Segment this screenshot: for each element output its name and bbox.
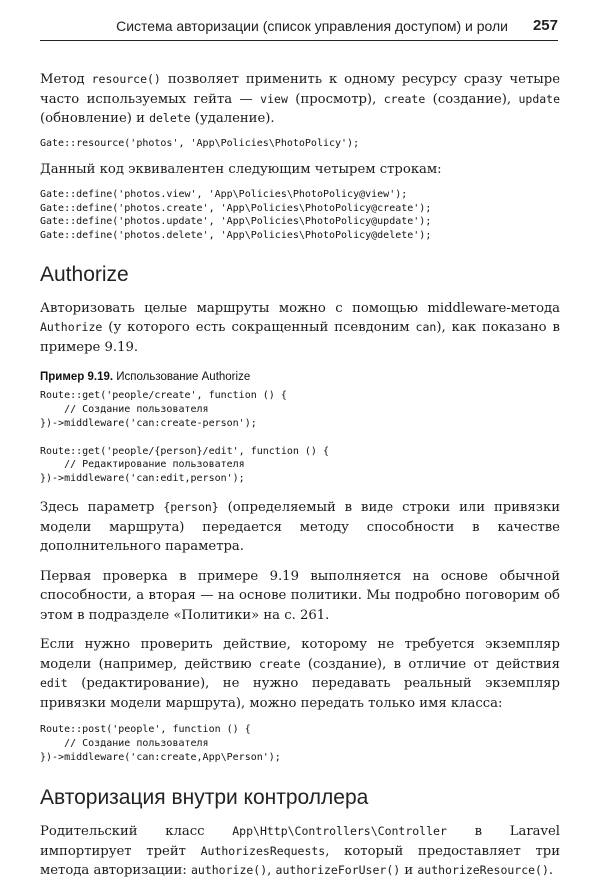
page-content xyxy=(40,70,560,881)
heading-controller-authorization: Авторизация внутри контроллера xyxy=(40,786,369,810)
code-block-gate-define: Gate::define('photos.view', 'App\Policies\PhotoPolicy@view'); Gate::define('photos.create', 'App\Policies\PhotoPolicy@create'); Gate::define('photos.update', 'App\Policies\PhotoPolicy@update'); Gate::define('photos.delete', 'App\Policies\PhotoPolicy@delete'); xyxy=(40,188,432,242)
code-block-route-post: Route::post('people', function () { // Создание пользователя })->middleware('can:create,App\Person'); xyxy=(40,724,281,763)
paragraph-authorizes-requests: Родительский класс App\Http\Controllers\Controller в Laravel импортирует трейт AuthorizesRequests, который предоставляет три метода авторизации: authorize(), authorizeForUser() и authorizeResource(). xyxy=(40,824,560,879)
example-caption: Пример 9.19. Использование Authorize xyxy=(40,371,251,384)
page-number: 257 xyxy=(532,17,558,34)
code-block-gate-resource: Gate::resource('photos', 'App\Policies\PhotoPolicy'); xyxy=(40,137,360,149)
heading-authorize: Authorize xyxy=(40,262,129,286)
paragraph-authorize-middleware: Авторизовать целые маршруты можно с помощью middleware-метода Authorize (у которого есть сокращенный псевдоним can), как показано в примере 9.19. xyxy=(40,300,560,355)
paragraph-person-parameter: Здесь параметр {person} (определяемый в виде строки или привязки модели маршрута) передается методу способности в качестве дополнительного параметра. xyxy=(40,500,560,555)
paragraph-equivalent: Данный код эквивалентен следующим четырем строкам: xyxy=(40,162,442,178)
running-header xyxy=(40,12,558,41)
header-title: Система авторизации (список управления доступом) и роли xyxy=(116,18,508,34)
paragraph-class-name: Если нужно проверить действие, которому не требуется экземпляр модели (например, действию create (создание), в отличие от действия edit (редактирование), не нужно передавать реальный экземпляр привязки модели маршрута), можно передать только имя класса: xyxy=(40,637,560,711)
paragraph-first-check: Первая проверка в примере 9.19 выполняется на основе обычной способности, а вторая — на основе политики. Мы подробно поговорим об этом в подразделе «Политики» на с. 261. xyxy=(40,568,560,623)
code-block-example-9-19: Route::get('people/create', function () { // Создание пользователя })->middleware('can:create-person'); Route::get('people/{person}/edit', function () { // Редактирование пользователя })->middleware('can:edit,person'); xyxy=(40,390,329,485)
paragraph-resource-method: Метод resource() позволяет применить к одному ресурсу сразу четыре часто используемых гейта — view (просмотр), create (создание), update (обновление) и delete (удаление). xyxy=(40,72,561,126)
